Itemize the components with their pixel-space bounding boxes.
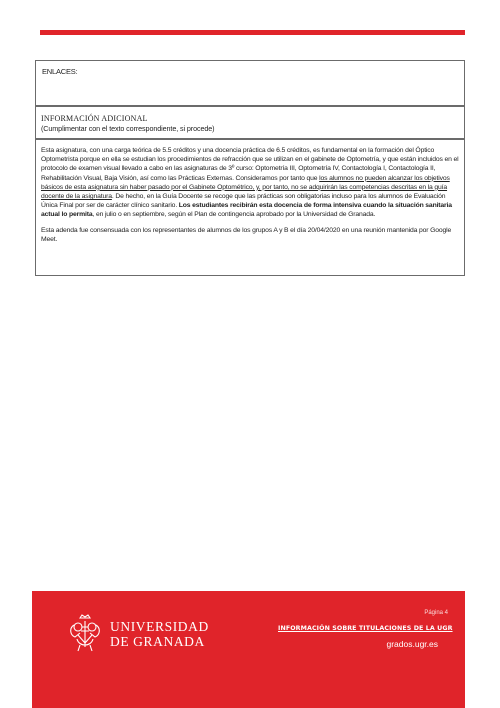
text-run: , en julio o en septiembre, según el Plan de contingencia aprobado por la Universidad de Granada.	[92, 211, 376, 219]
enlaces-label: ENLACES:	[42, 67, 78, 76]
info-adicional-subtitle: (Cumplimentar con el texto correspondiente, si procede)	[41, 124, 215, 133]
info-adicional-header	[35, 106, 465, 139]
underlined-text: los alumnos no pueden alcanzar los objetivos básicos de esta asignatura sin haber pasado por el Gabinete Optométrico, y, por tanto, no se adquirirán las competencias descritas en la guía docente de la asignatura	[41, 174, 450, 201]
university-name	[110, 619, 209, 649]
paragraph-1	[41, 146, 461, 220]
text-run: Esta asignatura, con una carga teórica de 5.5 créditos y una docencia práctica de 6.5 créditos, es fundamental en la formación del Óptico Optometrista porque en ella se estudian los procedimientos de refracción que se utilizan en el gabinete de Optometría, y que están incluidos en el protocolo de examen visual llevado a cabo en las asignaturas de 3º curso: Optometría III, Optometría IV, Contactología I, Contactología II, Rehabilitación Visual, Baja Visión, así como las Prácticas Externas. Consideramos por tanto que	[41, 147, 459, 182]
university-name-line-1: UNIVERSIDAD	[110, 619, 209, 634]
paragraph-2: Esta adenda fue consensuada con los representantes de alumnos de los grupos A y B el día 20/04/2020 en una reunión mantenida por Google Meet.	[41, 226, 452, 243]
footer-banner	[32, 591, 465, 708]
text-run: . De hecho, en la Guía Docente se recoge que las prácticas son obligatorias incluso para los alumnos de Evaluación Única Final por ser de carácter clínico sanitario.	[41, 193, 446, 210]
top-red-bar	[40, 30, 465, 35]
footer-title: INFORMACIÓN SOBRE TITULACIONES DE LA UGR	[278, 625, 453, 632]
bold-text: Los estudiantes recibirán esta docencia de forma intensiva cuando la situación sanitaria actual lo permita	[41, 202, 452, 219]
university-name-line-2: DE GRANADA	[110, 634, 205, 649]
info-adicional-body	[35, 139, 465, 276]
page-number: Página 4	[424, 610, 448, 616]
university-crest-icon	[68, 613, 102, 653]
info-adicional-title: INFORMACIÓN ADICIONAL	[41, 114, 148, 123]
body-text	[41, 146, 461, 244]
enlaces-section	[35, 60, 465, 106]
footer-url-link[interactable]: grados.ugr.es	[386, 639, 438, 649]
